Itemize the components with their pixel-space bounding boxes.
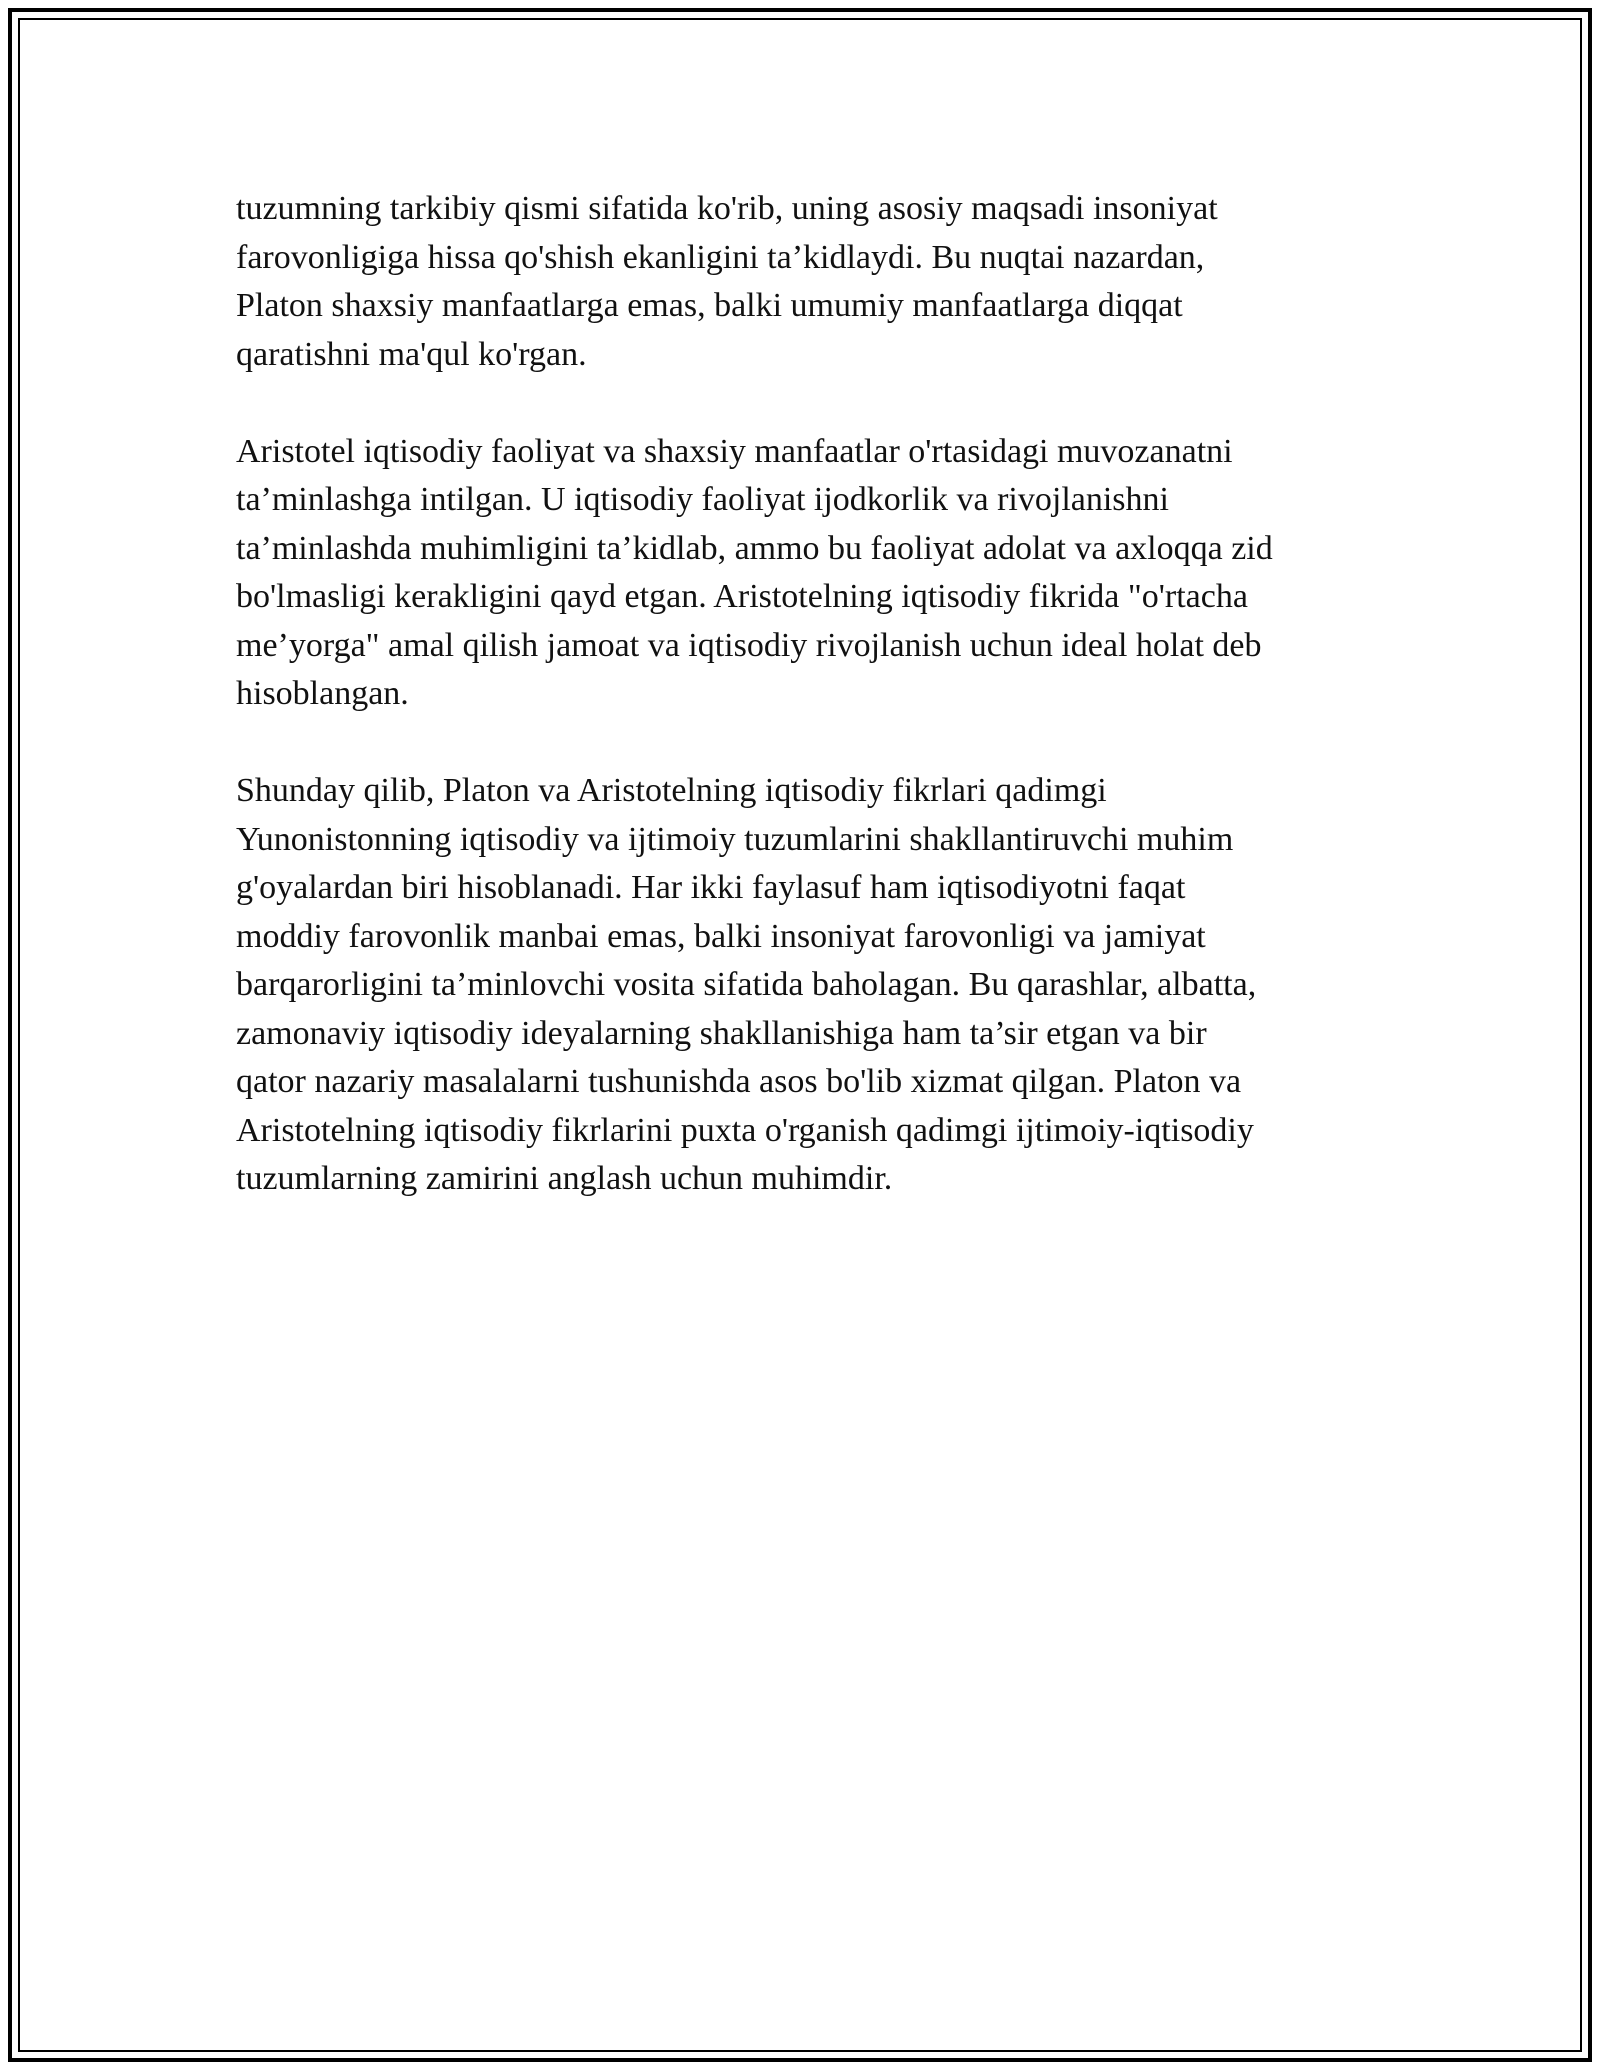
paragraph-summary: Shunday qilib, Platon va Aristotelning iqtisodiy fikrlari qadimgi Yunonistonning iqtisodiy va ijtimoiy tuzumlarini shakllantiruvchi muhim g'oyalardan biri hisoblanadi. Har ikki faylasuf ham iqtisodiyotni faqat moddiy farovonlik manbai emas, balki insoniyat farovonligi va jamiyat barqarorligini ta’minlovchi vosita sifatida baholagan. Bu qarashlar, albatta, zamonaviy iqtisodiy ideyalarning shakllanishiga ham ta’sir etgan va bir qator nazariy masalalarni tushunishda asos bo'lib xizmat qilgan. Platon va Aristotelning iqtisodiy fikrlarini puxta o'rganish qadimgi ijtimoiy-iqtisodiy tuzumlarning zamirini anglash uchun muhimdir.: [236, 772, 1257, 1197]
document-body: [236, 185, 1366, 1252]
paragraph-platon-conclusion: tuzumning tarkibiy qismi sifatida ko'rib, uning asosiy maqsadi insoniyat farovonligiga hissa qo'shish ekanligini ta’kidlaydi. Bu nuqtai nazardan, Platon shaxsiy manfaatlarga emas, balki umumiy manfaatlarga diqqat qaratishni ma'qul ko'rgan.: [236, 190, 1218, 373]
paragraph-aristotel: Aristotel iqtisodiy faoliyat va shaxsiy manfaatlar o'rtasidagi muvozanatni ta’minlashga intilgan. U iqtisodiy faoliyat ijodkorlik va rivojlanishni ta’minlashda muhimligini ta’kidlab, ammo bu faoliyat adolat va axloqqa zid bo'lmasligi kerakligini qayd etgan. Aristotelning iqtisodiy fikrida "o'rtacha me’yorga" amal qilish jamoat va iqtisodiy rivojlanish uchun ideal holat deb hisoblangan.: [236, 432, 1273, 712]
